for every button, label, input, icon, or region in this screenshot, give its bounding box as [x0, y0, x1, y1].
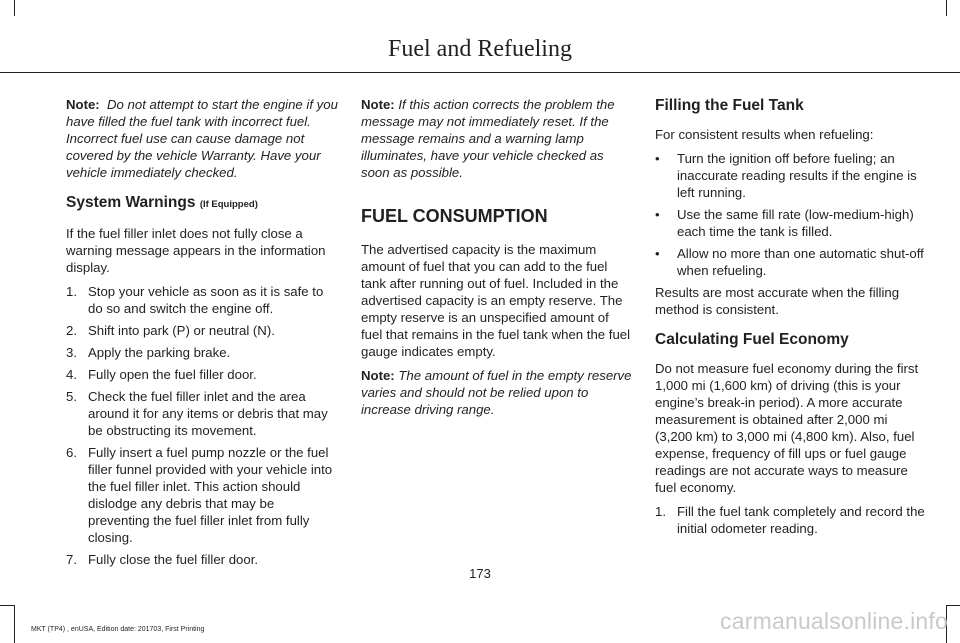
steps-list	[66, 283, 338, 568]
note-empty-reserve	[361, 367, 633, 418]
column-middle	[361, 96, 633, 425]
crop-mark-bottom-left	[14, 605, 15, 643]
section-heading-fuel-consumption: FUEL CONSUMPTION	[361, 206, 548, 226]
intro-paragraph: If the fuel filler inlet does not fully close a warning message appears in the information display.	[66, 226, 326, 275]
section-heading-system-warnings	[66, 193, 338, 215]
section-heading-calculating: Calculating Fuel Economy	[655, 331, 849, 348]
crop-mark-bottom-left-h	[0, 605, 15, 606]
footer-edition: MKT (TP4) , enUSA, Edition date: 201703, First Printing	[31, 626, 205, 633]
list-item: 4. Fully open the fuel filler door.	[66, 367, 257, 382]
watermark: carmanualsonline.info	[720, 608, 948, 634]
capacity-paragraph: The advertised capacity is the maximum amount of fuel that you can add to the fuel tank after running out of fuel. Included in the advertised capacity is an empty reserve. The empty reserve is an unspecified amount of fuel that remains in the fuel tank when the fuel gauge indicates empty.	[361, 242, 631, 359]
list-item: 5. Check the fuel filler inlet and the area around it for any items or debris that may be obstructing its movement.	[66, 389, 328, 438]
list-item: 3. Apply the parking brake.	[66, 345, 231, 360]
note-label: Note:	[361, 368, 395, 383]
note-text: The amount of fuel in the empty reserve varies and should not be relied upon to increase driving range.	[361, 368, 632, 417]
heading-text: System Warnings	[66, 194, 196, 211]
steps-list	[655, 503, 927, 537]
note-label: Note:	[66, 97, 100, 112]
note-reset	[361, 96, 633, 181]
list-item: 6. Fully insert a fuel pump nozzle or the fuel filler funnel provided with your vehicle into the fuel filler inlet. This action should dislodge any debris that may be preventing the fuel filler inlet from fully closing.	[66, 445, 333, 545]
page-title: Fuel and Refueling	[388, 36, 572, 62]
list-item: 1. Stop your vehicle as soon as it is safe to do so and switch the engine off.	[66, 284, 324, 316]
column-left	[66, 96, 338, 573]
note-incorrect-fuel	[66, 96, 338, 181]
column-right	[655, 96, 927, 542]
bullet-list	[655, 150, 927, 279]
note-text: If this action corrects the problem the message may not immediately reset. If the message remains and a warning lamp illuminates, have your vehicle checked as soon as possible.	[361, 97, 615, 180]
list-item: 2. Shift into park (P) or neutral (N).	[66, 323, 275, 338]
list-item: 7. Fully close the fuel filler door.	[66, 552, 259, 567]
note-label: Note:	[361, 97, 395, 112]
page-number: 173	[469, 566, 491, 581]
list-item: • Use the same fill rate (low-medium-high) each time the tank is filled.	[655, 207, 914, 239]
crop-mark-top-left	[14, 0, 15, 16]
crop-mark-top-right	[946, 0, 947, 16]
results-paragraph: Results are most accurate when the filling method is consistent.	[655, 285, 900, 317]
note-text: Do not attempt to start the engine if you have filled the fuel tank with incorrect fuel. Incorrect fuel use can cause damage not covered by the vehicle Warranty. Have your vehicle immediately checked.	[66, 97, 338, 180]
crop-mark-bottom-right-h	[946, 605, 960, 606]
section-heading-filling: Filling the Fuel Tank	[655, 97, 804, 114]
economy-paragraph: Do not measure fuel economy during the first 1,000 mi (1,600 km) of driving (this is your engine’s break-in period). A more accurate measurement is obtained after 2,000 mi (3,200 km) to 3,000 mi (4,800 km). Also, fuel expense, frequency of fill ups or fuel gauge readings are not accurate ways to measure fuel economy.	[655, 361, 919, 495]
list-item: • Allow no more than one automatic shut-off when refueling.	[655, 246, 924, 278]
heading-qualifier: (If Equipped)	[199, 199, 258, 210]
intro-paragraph: For consistent results when refueling:	[655, 127, 874, 142]
list-item: 1. Fill the fuel tank completely and record the initial odometer reading.	[655, 504, 925, 536]
list-item: • Turn the ignition off before fueling; an inaccurate reading results if the engine is left running.	[655, 151, 917, 200]
header-rule	[0, 72, 960, 73]
